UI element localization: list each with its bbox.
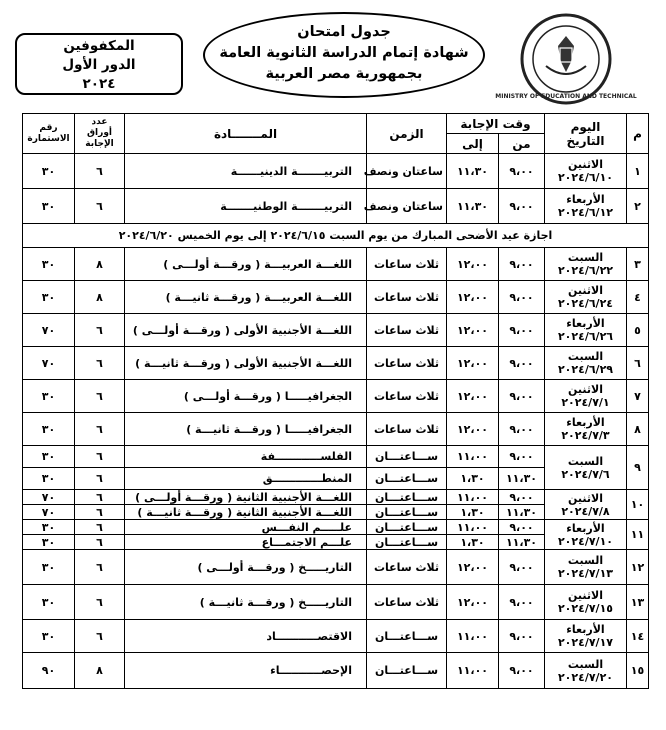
answer-sheets: ٦ [75, 585, 125, 620]
subject-name: اللغـــة العربيـــة ( ورقـــة أولـــى ) [125, 248, 367, 281]
col-day-header: اليوم التاريخ [545, 114, 627, 154]
time-from: ٩،٠٠ [499, 413, 545, 446]
exam-date: ٢٠٢٤/٧/١ [561, 396, 610, 409]
time-to: ١،٣٠ [447, 535, 499, 550]
form-number: ٣٠ [23, 535, 75, 550]
row-number: ٤ [627, 281, 649, 314]
title-line-3: بجمهورية مصر العربية [265, 66, 423, 82]
exam-date: ٢٠٢٤/٧/٦ [561, 467, 610, 481]
form-number: ٣٠ [23, 413, 75, 446]
day-date-cell [545, 585, 627, 620]
row-number: ٩ [627, 446, 649, 490]
time-to: ١،٣٠ [447, 468, 499, 490]
day-name: الاثنين [568, 383, 603, 396]
duration: ســـاعتـــان [367, 620, 447, 653]
time-to: ١١،٠٠ [447, 653, 499, 689]
row-number: ٥ [627, 314, 649, 347]
exam-date: ٢٠٢٤/٦/١٢ [557, 206, 614, 219]
time-from: ٩،٠٠ [499, 154, 545, 189]
exam-date: ٢٠٢٤/٧/٢٠ [557, 670, 614, 684]
table-row [23, 446, 649, 468]
duration: ساعتان ونصف [367, 189, 447, 224]
table-row [23, 314, 649, 347]
time-from: ٩،٠٠ [499, 520, 545, 535]
table-row [23, 154, 649, 189]
ministry-logo [495, 12, 637, 106]
header [0, 0, 666, 108]
row-number: ١٢ [627, 550, 649, 585]
subject-name: الجغرافيـــــا ( ورقـــة ثانيـــة ) [125, 413, 367, 446]
exam-date: ٢٠٢٤/٧/١٣ [557, 567, 614, 580]
exam-date: ٢٠٢٤/٧/٨ [561, 504, 610, 518]
logo-caption: MINISTRY OF EDUCATION AND TECHNICAL [495, 93, 637, 100]
time-to: ١٢،٠٠ [447, 413, 499, 446]
answer-sheets: ٦ [75, 154, 125, 189]
answer-sheets: ٦ [75, 446, 125, 468]
duration: ثلاث ساعات [367, 347, 447, 380]
exam-date: ٢٠٢٤/٦/١٠ [557, 171, 614, 184]
table-row [23, 653, 649, 689]
exam-date: ٢٠٢٤/٦/٢٤ [557, 297, 614, 310]
time-to: ١٢،٠٠ [447, 248, 499, 281]
time-from: ٩،٠٠ [499, 585, 545, 620]
table-row [23, 281, 649, 314]
time-from: ٩،٠٠ [499, 314, 545, 347]
time-to: ١١،٣٠ [447, 189, 499, 224]
duration: ثلاث ساعات [367, 413, 447, 446]
holiday-notice: اجازة عيد الأضحى المبارك من يوم السبت ٢٠٢٤/٦/١٥ إلى يوم الخميس ٢٠٢٤/٦/٢٠ [23, 224, 649, 248]
form-number: ٣٠ [23, 550, 75, 585]
row-number: ٧ [627, 380, 649, 413]
subject-name: الجغرافيـــــا ( ورقـــة أولـــى ) [125, 380, 367, 413]
form-number: ٣٠ [23, 380, 75, 413]
day-date-cell [545, 248, 627, 281]
subject-name: التربيـــــــة الوطنيـــــــة [125, 189, 367, 224]
exam-date: ٢٠٢٤/٧/١٧ [557, 636, 614, 649]
exam-date: ٢٠٢٤/٦/٢٩ [557, 363, 614, 376]
category-box [15, 33, 183, 95]
duration: ســـاعتـــان [367, 468, 447, 490]
answer-sheets: ٦ [75, 314, 125, 347]
answer-sheets: ٦ [75, 380, 125, 413]
day-date-cell [545, 281, 627, 314]
time-from: ٩،٠٠ [499, 490, 545, 505]
table-row [23, 248, 649, 281]
duration: ساعتان ونصف [367, 154, 447, 189]
table-row [23, 520, 649, 535]
answer-sheets: ٦ [75, 520, 125, 535]
row-number: ٨ [627, 413, 649, 446]
time-from: ٩،٠٠ [499, 189, 545, 224]
form-number: ٧٠ [23, 505, 75, 520]
duration: ثلاث ساعات [367, 550, 447, 585]
row-number: ٦ [627, 347, 649, 380]
time-from: ٩،٠٠ [499, 446, 545, 468]
col-num-header: م [627, 114, 649, 154]
answer-sheets: ٦ [75, 505, 125, 520]
duration: ســـاعتـــان [367, 446, 447, 468]
table-row [23, 550, 649, 585]
time-to: ١٢،٠٠ [447, 380, 499, 413]
subject-name: علـــم الاجتمـــاع [125, 535, 367, 550]
time-from: ٩،٠٠ [499, 248, 545, 281]
time-from: ٩،٠٠ [499, 620, 545, 653]
category-label: المكفوفين [63, 38, 135, 54]
day-date-cell [545, 653, 627, 689]
form-number: ٣٠ [23, 281, 75, 314]
time-to: ١١،٠٠ [447, 620, 499, 653]
exam-date: ٢٠٢٤/٦/٢٦ [557, 330, 614, 343]
day-date-cell [545, 520, 627, 550]
subject-name: اللغـــة الأجنبية الأولى ( ورقـــة ثانيـــة ) [125, 347, 367, 380]
subject-name: التاريـــــخ ( ورقـــة أولـــى ) [125, 550, 367, 585]
day-name: السبت [567, 251, 604, 264]
form-number: ٧٠ [23, 490, 75, 505]
row-number: ١٥ [627, 653, 649, 689]
answer-sheets: ٨ [75, 281, 125, 314]
subject-name: اللغـــة الأجنبية الثانية ( ورقـــة أولـــى ) [125, 490, 367, 505]
time-to: ١٢،٠٠ [447, 281, 499, 314]
form-number: ٣٠ [23, 520, 75, 535]
time-to: ١٢،٠٠ [447, 585, 499, 620]
form-number: ٩٠ [23, 653, 75, 689]
day-name: الاثنين [568, 589, 603, 602]
time-to: ١١،٣٠ [447, 154, 499, 189]
day-name: الأربعاء [566, 317, 605, 330]
form-number: ٣٠ [23, 189, 75, 224]
answer-sheets: ٦ [75, 620, 125, 653]
answer-sheets: ٦ [75, 468, 125, 490]
table-row [23, 413, 649, 446]
exam-date: ٢٠٢٤/٧/٣ [561, 429, 610, 442]
day-name: الاثنين [568, 284, 603, 297]
answer-sheets: ٨ [75, 653, 125, 689]
row-number: ١٤ [627, 620, 649, 653]
day-date-cell [545, 446, 627, 490]
time-to: ١١،٠٠ [447, 446, 499, 468]
subject-name: اللغـــة العربيـــة ( ورقـــة ثانيـــة ) [125, 281, 367, 314]
time-from: ٩،٠٠ [499, 653, 545, 689]
form-number: ٣٠ [23, 446, 75, 468]
time-to: ١٢،٠٠ [447, 550, 499, 585]
time-from: ٩،٠٠ [499, 347, 545, 380]
col-subject-header: المـــــــادة [125, 114, 367, 154]
time-from: ١١،٣٠ [499, 535, 545, 550]
subject-name: التربيـــــــة الدينيــــــة [125, 154, 367, 189]
title-line-1: جدول امتحان [297, 24, 391, 40]
answer-sheets: ٦ [75, 550, 125, 585]
answer-sheets: ٦ [75, 189, 125, 224]
answer-sheets: ٦ [75, 535, 125, 550]
time-from: ٩،٠٠ [499, 281, 545, 314]
day-name: السبت [567, 454, 604, 468]
time-from: ٩،٠٠ [499, 550, 545, 585]
day-name: السبت [567, 350, 604, 363]
exam-date: ٢٠٢٤/٦/٢٢ [557, 264, 614, 277]
day-date-cell [545, 189, 627, 224]
session-label: الدور الأول [62, 57, 136, 73]
table-row [23, 490, 649, 505]
day-name: الاثنين [568, 158, 603, 171]
title-line-2: شهادة إتمام الدراسة الثانوية العامة [219, 45, 469, 61]
day-name: الأربعاء [566, 623, 605, 636]
day-name: الأربعاء [566, 521, 605, 535]
form-number: ٣٠ [23, 248, 75, 281]
time-to: ١١،٠٠ [447, 520, 499, 535]
row-number: ١٠ [627, 490, 649, 520]
duration: ســـاعتـــان [367, 505, 447, 520]
answer-sheets: ٦ [75, 490, 125, 505]
subject-name: اللغـــة الأجنبية الأولى ( ورقـــة أولـــى ) [125, 314, 367, 347]
subject-name: الفلســــــــــــفة [125, 446, 367, 468]
subject-name: اللغـــة الأجنبية الثانية ( ورقـــة ثانيـــة ) [125, 505, 367, 520]
subject-name: علـــــم النفـــس [125, 520, 367, 535]
duration: ثلاث ساعات [367, 380, 447, 413]
day-date-cell [545, 380, 627, 413]
time-from: ٩،٠٠ [499, 380, 545, 413]
day-name: الأربعاء [566, 193, 605, 206]
day-date-cell [545, 490, 627, 520]
answer-sheets: ٦ [75, 347, 125, 380]
answer-sheets: ٦ [75, 413, 125, 446]
row-number: ١ [627, 154, 649, 189]
col-answer-time-header: وقت الإجابة [447, 114, 545, 134]
duration: ثلاث ساعات [367, 314, 447, 347]
duration: ســـاعتـــان [367, 490, 447, 505]
col-from-header: من [499, 134, 545, 154]
table-row [23, 347, 649, 380]
form-number: ٧٠ [23, 314, 75, 347]
table-row [23, 585, 649, 620]
answer-sheets: ٨ [75, 248, 125, 281]
row-number: ١٣ [627, 585, 649, 620]
time-to: ١١،٠٠ [447, 490, 499, 505]
time-to: ١،٣٠ [447, 505, 499, 520]
exam-date: ٢٠٢٤/٧/١٥ [557, 602, 614, 615]
title-ellipse [203, 12, 485, 98]
day-date-cell [545, 413, 627, 446]
schedule-table [22, 113, 649, 689]
duration: ســـاعتـــان [367, 653, 447, 689]
time-to: ١٢،٠٠ [447, 314, 499, 347]
day-name: السبت [567, 657, 604, 671]
day-name: الاثنين [568, 491, 603, 505]
duration: ثلاث ساعات [367, 281, 447, 314]
col-to-header: إلى [447, 134, 499, 154]
form-number: ٣٠ [23, 468, 75, 490]
duration: ثلاث ساعات [367, 585, 447, 620]
day-date-cell [545, 154, 627, 189]
duration: ســـاعتـــان [367, 520, 447, 535]
subject-name: الإحصـــــــــــاء [125, 653, 367, 689]
row-number: ١١ [627, 520, 649, 550]
subject-name: الاقتصـــــــــــاد [125, 620, 367, 653]
form-number: ٣٠ [23, 585, 75, 620]
day-name: السبت [567, 554, 604, 567]
exam-date: ٢٠٢٤/٧/١٠ [557, 534, 614, 548]
time-to: ١٢،٠٠ [447, 347, 499, 380]
col-sheets-header: عدد أوراق الإجابة [75, 114, 125, 154]
form-number: ٧٠ [23, 347, 75, 380]
row-number: ٣ [627, 248, 649, 281]
col-form-header: رقم الاستمارة [23, 114, 75, 154]
holiday-row [23, 224, 649, 248]
subject-name: التاريـــــخ ( ورقـــة ثانيـــة ) [125, 585, 367, 620]
table-row [23, 620, 649, 653]
day-name: الأربعاء [566, 416, 605, 429]
duration: ســـاعتـــان [367, 535, 447, 550]
time-from: ١١،٣٠ [499, 468, 545, 490]
day-date-cell [545, 620, 627, 653]
row-number: ٢ [627, 189, 649, 224]
header-row [23, 114, 649, 134]
day-date-cell [545, 347, 627, 380]
day-date-cell [545, 314, 627, 347]
form-number: ٣٠ [23, 154, 75, 189]
table-row [23, 189, 649, 224]
duration: ثلاث ساعات [367, 248, 447, 281]
col-duration-header: الزمن [367, 114, 447, 154]
day-date-cell [545, 550, 627, 585]
year-label: ٢٠٢٤ [82, 76, 116, 92]
subject-name: المنطـــــــــــــق [125, 468, 367, 490]
table-row [23, 380, 649, 413]
form-number: ٣٠ [23, 620, 75, 653]
time-from: ١١،٣٠ [499, 505, 545, 520]
